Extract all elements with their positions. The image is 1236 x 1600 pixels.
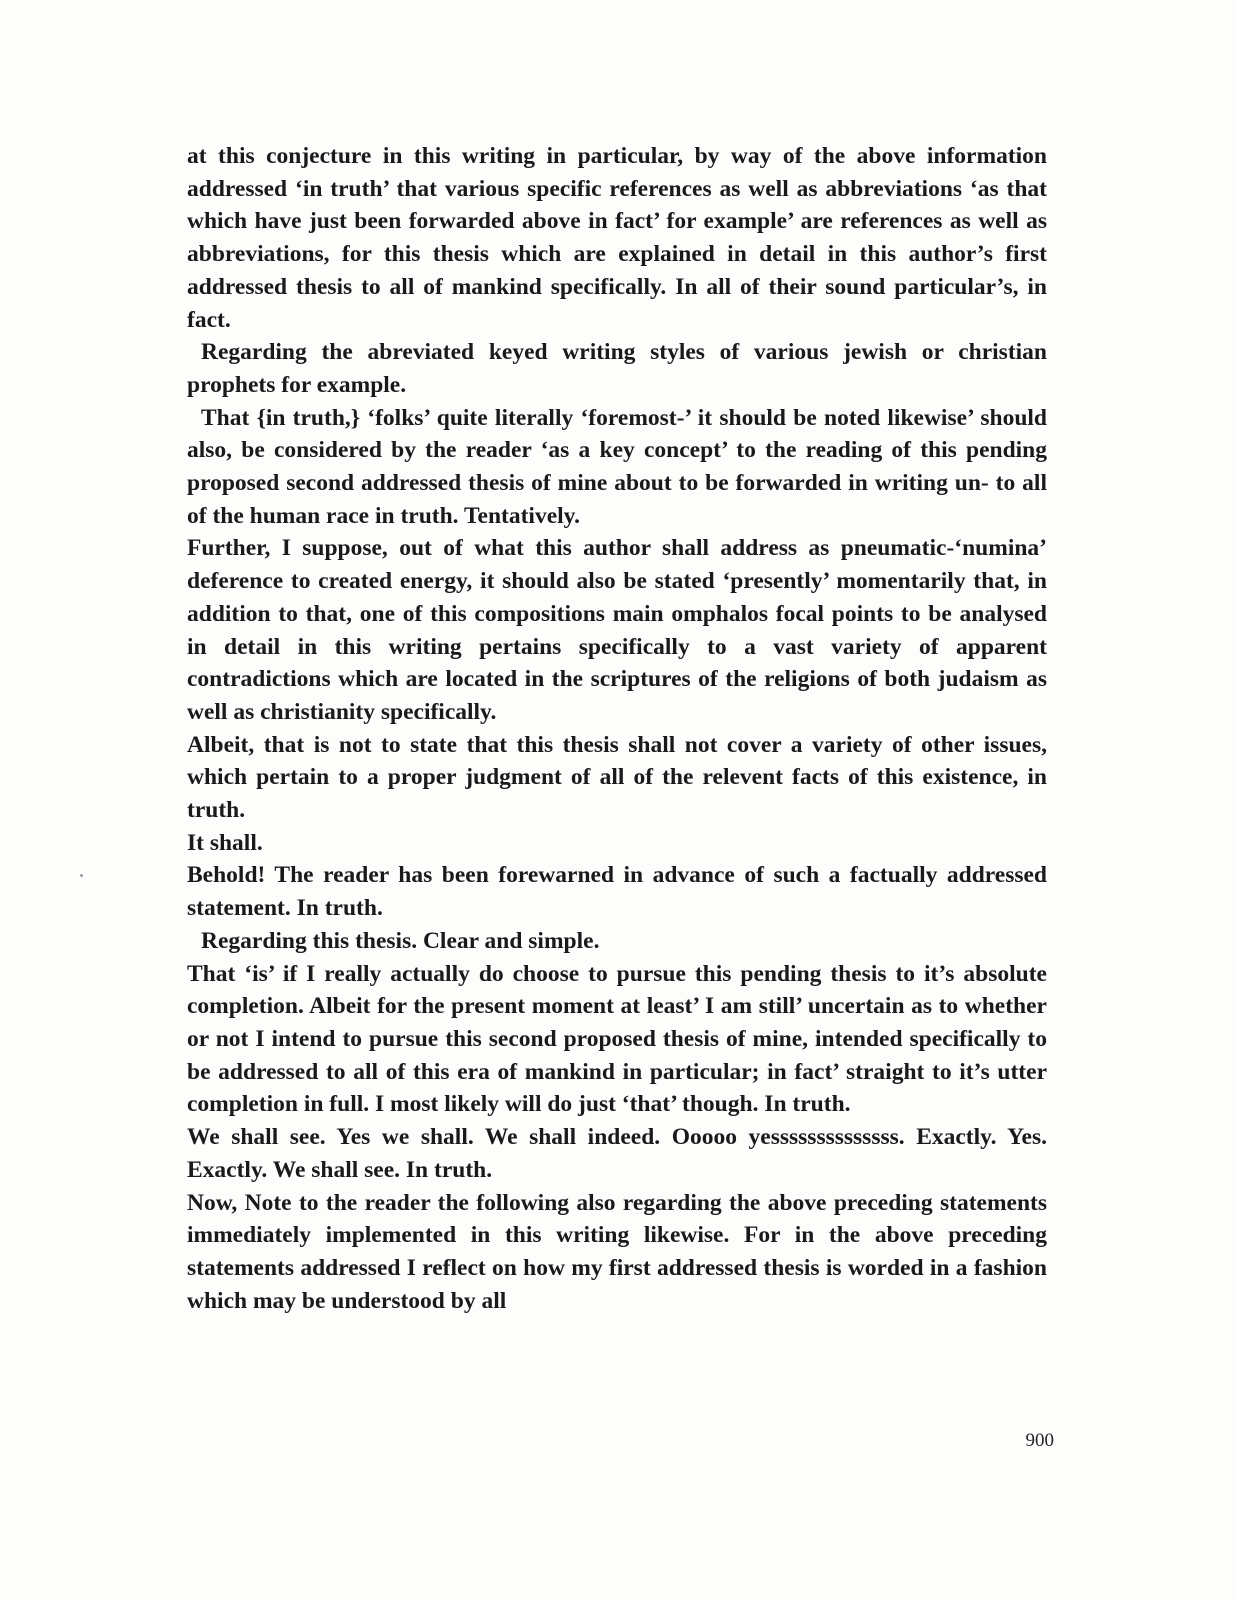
paragraph-6: It shall.: [187, 829, 263, 856]
scan-speck: [80, 874, 83, 877]
paragraph-1: at this conjecture in this writing in particular, by way of the above information addressed ‘in truth’ that various specific references as well as abbreviations ‘as that which have just been forwarded above in fact’ for example’ are references as well as abbreviations, for this thesis which are explained in detail in this author’s first addressed thesis to all of mankind specifically. In all of their sound particular’s, in fact.: [187, 143, 1047, 333]
paragraph-2: Regarding the abreviated keyed writing styles of various jewish or christian prophets for example.: [187, 339, 1047, 398]
paragraph-4: Further, I suppose, out of what this author shall address as pneumatic-‘numina’ deference to created energy, it should also be stated ‘presently’ momentarily that, in addition to that, one of this compositions main omphalos focal points to be analysed in detail in this writing pertains specifically to a vast variety of apparent contradictions which are located in the scriptures of the religions of both judaism as well as christianity specifically.: [187, 535, 1047, 725]
paragraph-7: Behold! The reader has been forewarned in advance of such a factually addressed statement. In truth.: [187, 862, 1047, 922]
paragraph-5: Albeit, that is not to state that this thesis shall not cover a variety of other issues, which pertain to a proper judgment of all of the relevent facts of this existence, in truth.: [187, 731, 1047, 824]
paragraph-3: That {in truth,} ‘folks’ quite literally ‘foremost-’ it should be noted likewise’ should also, be considered by the reader ‘as a key concept’ to the reading of this pending proposed second addressed thesis of mine about to be forwarded in writing un- to all of the human race in truth. Tentatively.: [187, 404, 1047, 529]
paragraph-10: We shall see. Yes we shall. We shall indeed. Ooooo yessssssssssssss. Exactly. Yes. Exactly. We shall see. In truth.: [187, 1124, 1047, 1183]
paragraph-11: Now, Note to the reader the following also regarding the above preceding statements immediately implemented in this writing likewise. For in the above preceding statements addressed I reflect on how my first addressed thesis is worded in a fashion which may be understood by all: [187, 1189, 1047, 1314]
paragraph-9: That ‘is’ if I really actually do choose to pursue this pending thesis to it’s absolute completion. Albeit for the present moment at least’ I am still’ uncertain as to whether or not I intend to pursue this second proposed thesis of mine, intended specifically to be addressed to all of this era of mankind in particular; in fact’ straight to it’s utter completion in full. I most likely will do just ‘that’ though. In truth.: [187, 960, 1047, 1118]
paragraph-8: Regarding this thesis. Clear and simple.: [201, 927, 600, 954]
page-number: 900: [1025, 1430, 1054, 1451]
body-text: [187, 140, 1047, 1317]
